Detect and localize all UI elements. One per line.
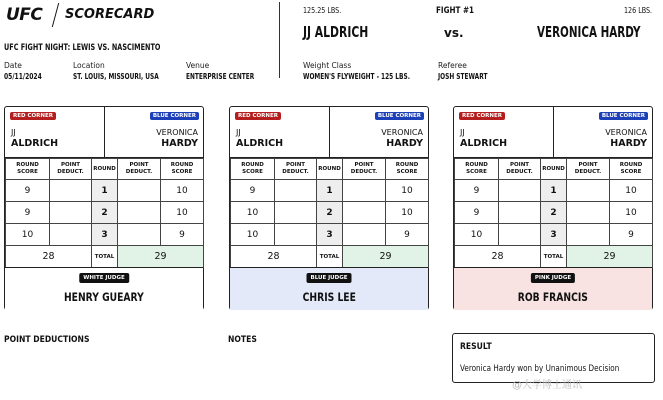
red-round-score: 10	[6, 224, 50, 246]
notes-heading: NOTES	[228, 335, 257, 345]
vs-label: vs.	[444, 26, 464, 40]
blue-corner-tag: BLUE CORNER	[150, 112, 199, 120]
blue-fighter-name: VERONICA HARDY	[537, 23, 641, 41]
event-name: UFC FIGHT NIGHT: LEWIS VS. NASCIMENTO	[4, 43, 161, 53]
header-round-score-blue: ROUND SCORE	[386, 159, 429, 180]
red-corner-tag: RED CORNER	[459, 112, 505, 120]
blue-point-deduct	[567, 202, 610, 224]
table-row	[6, 180, 204, 202]
total-row	[6, 246, 204, 268]
judge-tag: PINK JUDGE	[531, 273, 575, 283]
date-value: 05/11/2024	[4, 72, 42, 81]
blue-last-name: HARDY	[386, 138, 423, 149]
blue-point-deduct	[343, 180, 386, 202]
red-round-score: 9	[455, 180, 499, 202]
round-number: 2	[92, 202, 118, 224]
point-deductions-heading: POINT DEDUCTIONS	[4, 335, 90, 345]
judge-band	[230, 267, 428, 310]
weight-class-label: Weight Class	[303, 61, 352, 70]
table-row	[231, 202, 429, 224]
date-label: Date	[4, 61, 22, 70]
red-total: 28	[455, 246, 541, 268]
red-point-deduct	[275, 224, 317, 246]
red-corner-tag: RED CORNER	[235, 112, 281, 120]
header-round-score-blue: ROUND SCORE	[610, 159, 653, 180]
total-row	[231, 246, 429, 268]
table-row	[6, 202, 204, 224]
blue-round-score: 9	[610, 224, 653, 246]
red-corner-tag: RED CORNER	[10, 112, 56, 120]
judge-card-white	[4, 106, 204, 310]
table-row	[231, 224, 429, 246]
red-round-score: 10	[455, 224, 499, 246]
red-round-score: 9	[231, 180, 275, 202]
referee-label: Referee	[438, 61, 467, 70]
result-label: RESULT	[460, 342, 492, 352]
blue-corner-tag: BLUE CORNER	[375, 112, 424, 120]
blue-corner-panel	[554, 107, 653, 158]
judge-tag: BLUE JUDGE	[307, 273, 352, 283]
header-round: ROUND	[92, 159, 118, 180]
red-round-score: 9	[6, 202, 50, 224]
blue-corner-tag: BLUE CORNER	[599, 112, 648, 120]
header-round-score-red: ROUND SCORE	[6, 159, 50, 180]
table-row	[455, 180, 653, 202]
round-number: 1	[317, 180, 343, 202]
red-corner-panel	[454, 107, 554, 158]
blue-corner-panel	[105, 107, 204, 158]
total-label: TOTAL	[317, 246, 343, 268]
judge-card-pink	[453, 106, 653, 310]
red-first-name: JJ	[460, 128, 465, 137]
red-round-score: 9	[455, 202, 499, 224]
header-divider	[279, 2, 280, 78]
blue-round-score: 10	[161, 202, 204, 224]
red-point-deduct	[50, 224, 92, 246]
blue-point-deduct	[343, 202, 386, 224]
header-point-deduct-blue: POINT DEDUCT.	[343, 159, 386, 180]
blue-total: 29	[118, 246, 204, 268]
blue-point-deduct	[567, 224, 610, 246]
blue-last-name: HARDY	[161, 138, 198, 149]
round-number: 3	[541, 224, 567, 246]
judge-name: HENRY GUEARY	[64, 290, 144, 304]
header-point-deduct-blue: POINT DEDUCT.	[567, 159, 610, 180]
blue-first-name: VERONICA	[381, 128, 423, 137]
red-point-deduct	[50, 202, 92, 224]
blue-first-name: VERONICA	[605, 128, 647, 137]
blue-total: 29	[343, 246, 429, 268]
ufc-logo: UFC	[6, 5, 43, 25]
page-title: SCORECARD	[65, 7, 155, 22]
blue-point-deduct	[118, 224, 161, 246]
header-round: ROUND	[541, 159, 567, 180]
blue-first-name: VERONICA	[156, 128, 198, 137]
round-number: 1	[541, 180, 567, 202]
red-round-score: 9	[6, 180, 50, 202]
score-table	[230, 158, 429, 268]
watermark: @大学博士通讯	[512, 380, 582, 391]
red-first-name: JJ	[11, 128, 16, 137]
header-round: ROUND	[317, 159, 343, 180]
blue-point-deduct	[118, 202, 161, 224]
fight-number: FIGHT #1	[436, 6, 474, 16]
red-fighter-name: JJ ALDRICH	[303, 23, 369, 41]
header-point-deduct-red: POINT DEDUCT.	[499, 159, 541, 180]
score-table	[454, 158, 653, 268]
red-point-deduct	[499, 202, 541, 224]
score-table-header	[231, 159, 429, 180]
table-row	[231, 180, 429, 202]
blue-last-name: HARDY	[610, 138, 647, 149]
total-label: TOTAL	[92, 246, 118, 268]
red-point-deduct	[275, 180, 317, 202]
score-table-header	[6, 159, 204, 180]
red-point-deduct	[499, 224, 541, 246]
red-point-deduct	[275, 202, 317, 224]
blue-point-deduct	[343, 224, 386, 246]
score-table	[5, 158, 204, 268]
blue-round-score: 9	[386, 224, 429, 246]
red-first-name: JJ	[236, 128, 241, 137]
blue-round-score: 10	[386, 180, 429, 202]
blue-round-score: 10	[161, 180, 204, 202]
red-round-score: 10	[231, 202, 275, 224]
venue-label: Venue	[186, 61, 210, 70]
red-last-name: ALDRICH	[460, 138, 508, 149]
total-label: TOTAL	[541, 246, 567, 268]
red-corner-panel	[230, 107, 330, 158]
round-number: 2	[317, 202, 343, 224]
red-corner-panel	[5, 107, 105, 158]
location-label: Location	[73, 61, 105, 70]
red-total: 28	[231, 246, 317, 268]
header-round-score-blue: ROUND SCORE	[161, 159, 204, 180]
judge-name: ROB FRANCIS	[517, 290, 589, 304]
red-last-name: ALDRICH	[236, 138, 284, 149]
judge-band	[5, 267, 203, 310]
table-row	[455, 202, 653, 224]
red-point-deduct	[50, 180, 92, 202]
header-point-deduct-red: POINT DEDUCT.	[275, 159, 317, 180]
blue-weight: 126 LBS.	[624, 6, 653, 15]
venue-value: ENTERPRISE CENTER	[186, 72, 255, 81]
blue-point-deduct	[567, 180, 610, 202]
header-round-score-red: ROUND SCORE	[455, 159, 499, 180]
table-row	[6, 224, 204, 246]
location-value: ST. LOUIS, MISSOURI, USA	[73, 72, 159, 81]
header-point-deduct-red: POINT DEDUCT.	[50, 159, 92, 180]
judge-tag: WHITE JUDGE	[79, 273, 129, 283]
blue-point-deduct	[118, 180, 161, 202]
blue-round-score: 10	[386, 202, 429, 224]
round-number: 2	[541, 202, 567, 224]
weight-class-value: WOMEN'S FLYWEIGHT - 125 LBS.	[303, 72, 410, 81]
round-number: 3	[317, 224, 343, 246]
header-round-score-red: ROUND SCORE	[231, 159, 275, 180]
blue-round-score: 10	[610, 202, 653, 224]
red-weight: 125.25 LBS.	[303, 6, 342, 15]
blue-corner-panel	[330, 107, 429, 158]
round-number: 1	[92, 180, 118, 202]
result-text: Veronica Hardy won by Unanimous Decision	[460, 364, 620, 374]
judge-band	[454, 267, 652, 310]
total-row	[455, 246, 653, 268]
blue-total: 29	[567, 246, 653, 268]
red-total: 28	[6, 246, 92, 268]
blue-round-score: 9	[161, 224, 204, 246]
judge-name: CHRIS LEE	[302, 290, 356, 304]
red-last-name: ALDRICH	[11, 138, 59, 149]
table-row	[455, 224, 653, 246]
referee-value: JOSH STEWART	[438, 72, 488, 81]
judge-card-blue	[229, 106, 429, 310]
red-round-score: 10	[231, 224, 275, 246]
header-point-deduct-blue: POINT DEDUCT.	[118, 159, 161, 180]
round-number: 3	[92, 224, 118, 246]
score-table-header	[455, 159, 653, 180]
red-point-deduct	[499, 180, 541, 202]
logo-divider	[52, 3, 59, 27]
blue-round-score: 10	[610, 180, 653, 202]
